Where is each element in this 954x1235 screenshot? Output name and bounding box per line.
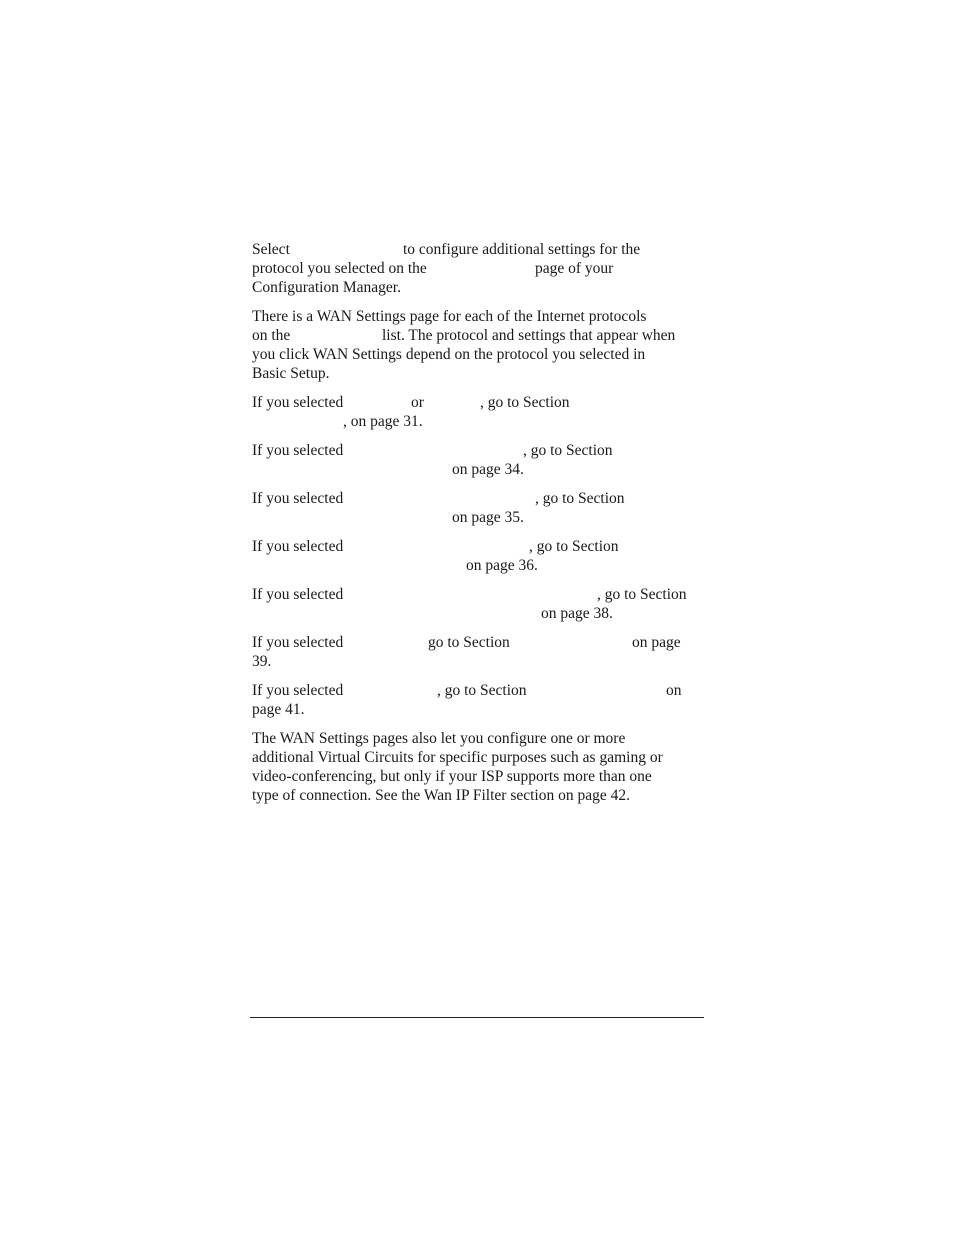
intro-page-text: page of your [535, 260, 614, 277]
item-5-goto: , go to Section [597, 586, 687, 603]
item-7-line-2: page 41. [252, 701, 305, 718]
intro-select-text: Select [252, 241, 290, 258]
item-2-prefix: If you selected [252, 442, 344, 459]
item-2-goto: , go to Section [523, 442, 613, 459]
closing-line-3: video-conferencing, but only if your ISP supports more than one [252, 768, 652, 785]
item-6-line-2: 39. [252, 653, 272, 670]
overview-list-text: list. The protocol and settings that appear when [382, 327, 676, 344]
item-5-page-ref: on page 38. [541, 605, 613, 622]
item-7-goto: , go to Section [437, 682, 527, 699]
closing-line-4: type of connection. See the Wan IP Filter section on page 42. [252, 787, 630, 804]
item-6-goto: go to Section [428, 634, 510, 651]
item-1-prefix: If you selected [252, 394, 344, 411]
overview-on-the-text: on the [252, 327, 291, 344]
closing-line-2: additional Virtual Circuits for specific purposes such as gaming or [252, 749, 663, 766]
item-1-goto: , go to Section [480, 394, 570, 411]
item-4-prefix: If you selected [252, 538, 344, 555]
item-3-prefix: If you selected [252, 490, 344, 507]
overview-line-3: you click WAN Settings depend on the protocol you selected in [252, 346, 646, 363]
intro-line-3: Configuration Manager. [252, 279, 401, 296]
item-6-prefix: If you selected [252, 634, 344, 651]
overview-line-1: There is a WAN Settings page for each of the Internet protocols [252, 308, 647, 325]
item-1-page-ref: , on page 31. [343, 413, 423, 430]
item-3-page-ref: on page 35. [452, 509, 524, 526]
item-4-page-ref: on page 36. [466, 557, 538, 574]
item-2-page-ref: on page 34. [452, 461, 524, 478]
item-7-prefix: If you selected [252, 682, 344, 699]
intro-protocol-text: protocol you selected on the [252, 260, 427, 277]
item-4-goto: , go to Section [529, 538, 619, 555]
item-7-on: on [666, 682, 682, 699]
overview-line-4: Basic Setup. [252, 365, 330, 382]
item-6-on-page: on page [632, 634, 681, 651]
intro-configure-text: to configure additional settings for the [403, 241, 641, 258]
footer-divider [250, 1017, 704, 1018]
item-1-or: or [411, 394, 424, 411]
item-3-goto: , go to Section [535, 490, 625, 507]
item-5-prefix: If you selected [252, 586, 344, 603]
closing-line-1: The WAN Settings pages also let you configure one or more [252, 730, 626, 747]
